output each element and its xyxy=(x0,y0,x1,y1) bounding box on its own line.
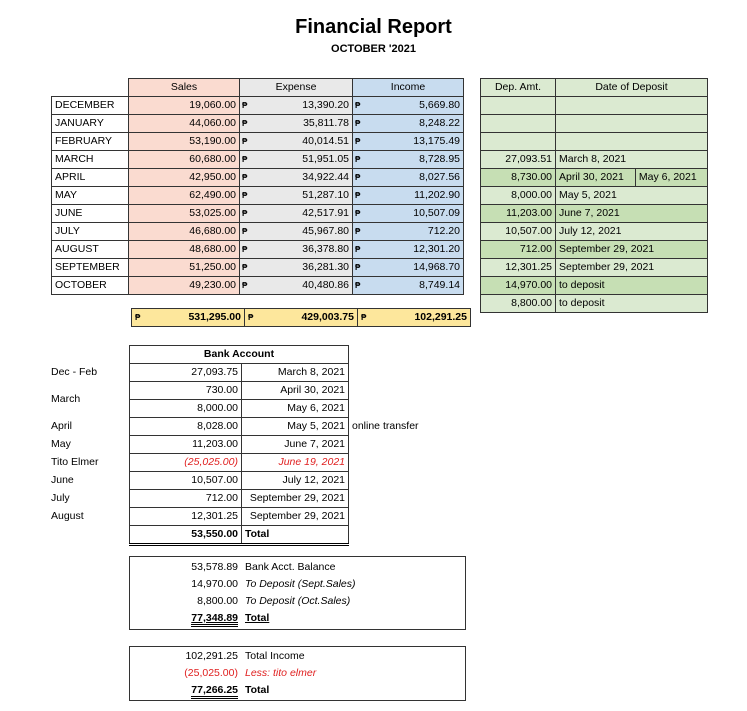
peso-icon: ₱ xyxy=(353,187,365,205)
peso-icon: ₱ xyxy=(240,133,252,151)
deposit-amount: 8,800.00 xyxy=(481,295,556,313)
deposit-date-header: Date of Deposit xyxy=(556,79,708,97)
monthly-table-row xyxy=(52,277,464,295)
bank-account-table xyxy=(51,345,422,546)
month-label: JULY xyxy=(52,223,129,241)
expense-value: 42,517.91 xyxy=(252,205,353,223)
sales-value: 44,060.00 xyxy=(129,115,240,133)
bank-row xyxy=(51,418,422,436)
deposit-row xyxy=(481,295,708,313)
balance-summary-total-amount: 77,348.89 xyxy=(191,612,238,627)
monthly-table-row xyxy=(52,241,464,259)
peso-icon: ₱ xyxy=(240,169,252,187)
deposit-row xyxy=(481,205,708,223)
income-value: 14,968.70 xyxy=(364,259,463,277)
month-label: APRIL xyxy=(52,169,129,187)
deposit-row xyxy=(481,223,708,241)
income-summary-amount: (25,025.00) xyxy=(184,667,238,679)
deposit-amount: 27,093.51 xyxy=(481,151,556,169)
deposit-table-header xyxy=(481,79,708,97)
peso-icon: ₱ xyxy=(353,223,365,241)
bank-row-date: May 5, 2021 xyxy=(242,418,349,436)
report-title: Financial Report xyxy=(295,16,452,38)
balance-summary-text: To Deposit (Sept.Sales) xyxy=(245,578,356,590)
deposit-date: to deposit xyxy=(556,277,708,295)
month-label: FEBRUARY xyxy=(52,133,129,151)
peso-icon: ₱ xyxy=(353,151,365,169)
expense-value: 51,287.10 xyxy=(252,187,353,205)
deposit-date: to deposit xyxy=(556,295,708,313)
bank-row-label: June xyxy=(51,474,74,486)
peso-icon: ₱ xyxy=(240,115,252,133)
expense-value: 13,390.20 xyxy=(252,97,353,115)
peso-icon: ₱ xyxy=(353,133,365,151)
bank-row-label: April xyxy=(51,420,73,432)
bank-row-amount: 8,028.00 xyxy=(130,418,242,436)
month-label: JUNE xyxy=(52,205,129,223)
bank-account-header: Bank Account xyxy=(130,346,349,364)
bank-total-amount: 53,550.00 xyxy=(130,526,242,545)
deposit-row xyxy=(481,169,708,187)
balance-summary-box xyxy=(129,556,466,630)
peso-icon: ₱ xyxy=(240,223,252,241)
peso-icon: ₱ xyxy=(245,309,262,327)
bank-row-label: May xyxy=(51,438,71,450)
peso-icon: ₱ xyxy=(353,241,365,259)
deposit-date: September 29, 2021 xyxy=(556,241,708,259)
sales-value: 19,060.00 xyxy=(129,97,240,115)
bank-row xyxy=(51,364,422,382)
deposit-amount: 8,000.00 xyxy=(481,187,556,205)
bank-row xyxy=(51,382,422,400)
income-value: 13,175.49 xyxy=(364,133,463,151)
expense-header: Expense xyxy=(240,79,353,97)
expense-value: 34,922.44 xyxy=(252,169,353,187)
peso-icon: ₱ xyxy=(240,151,252,169)
bank-row-label: July xyxy=(51,492,70,504)
bank-total-label: Total xyxy=(242,526,349,545)
income-value: 5,669.80 xyxy=(364,97,463,115)
month-label: OCTOBER xyxy=(52,277,129,295)
peso-icon: ₱ xyxy=(240,259,252,277)
bank-row-label: August xyxy=(51,510,84,522)
balance-summary-amount: 8,800.00 xyxy=(197,595,238,607)
peso-icon: ₱ xyxy=(353,277,365,295)
deposit-amount: 10,507.00 xyxy=(481,223,556,241)
income-value: 12,301.20 xyxy=(364,241,463,259)
totals-row xyxy=(131,308,471,327)
monthly-table-row xyxy=(52,259,464,277)
total-sales: 531,295.00 xyxy=(148,309,245,327)
month-label: MARCH xyxy=(52,151,129,169)
monthly-table-row xyxy=(52,97,464,115)
total-income: 102,291.25 xyxy=(374,309,471,327)
bank-row-amount: (25,025.00) xyxy=(130,454,242,472)
balance-summary-text: To Deposit (Oct.Sales) xyxy=(245,595,351,607)
peso-icon: ₱ xyxy=(240,205,252,223)
balance-summary-text: Bank Acct. Balance xyxy=(245,561,336,573)
expense-value: 36,281.30 xyxy=(252,259,353,277)
balance-summary-row xyxy=(130,576,359,593)
bank-row-amount: 27,093.75 xyxy=(130,364,242,382)
deposit-row xyxy=(481,259,708,277)
income-value: 11,202.90 xyxy=(364,187,463,205)
monthly-table-row xyxy=(52,169,464,187)
deposit-row xyxy=(481,187,708,205)
income-header: Income xyxy=(353,79,464,97)
deposit-amount: 12,301.25 xyxy=(481,259,556,277)
deposit-date: April 30, 2021 xyxy=(556,169,636,187)
sales-value: 49,230.00 xyxy=(129,277,240,295)
peso-icon: ₱ xyxy=(353,169,365,187)
income-summary-text: Total Income xyxy=(245,650,305,662)
deposit-table xyxy=(480,78,708,313)
expense-value: 36,378.80 xyxy=(252,241,353,259)
deposit-amount: 8,730.00 xyxy=(481,169,556,187)
bank-row-label: March xyxy=(51,393,81,405)
balance-summary-amount: 53,578.89 xyxy=(191,561,238,573)
expense-value: 51,951.05 xyxy=(252,151,353,169)
expense-value: 45,967.80 xyxy=(252,223,353,241)
sales-value: 42,950.00 xyxy=(129,169,240,187)
deposit-amount: 14,970.00 xyxy=(481,277,556,295)
deposit-row xyxy=(481,151,708,169)
bank-row-amount: 11,203.00 xyxy=(130,436,242,454)
balance-summary-row xyxy=(130,593,359,610)
bank-row-date: September 29, 2021 xyxy=(242,490,349,508)
monthly-table-row xyxy=(52,223,464,241)
bank-row-date: July 12, 2021 xyxy=(242,472,349,490)
monthly-table-header xyxy=(52,79,464,97)
bank-row-label: Dec - Feb xyxy=(51,366,98,378)
bank-row-date: September 29, 2021 xyxy=(242,508,349,526)
deposit-row xyxy=(481,241,708,259)
month-label: SEPTEMBER xyxy=(52,259,129,277)
deposit-amount: 11,203.00 xyxy=(481,205,556,223)
bank-row-amount: 8,000.00 xyxy=(130,400,242,418)
bank-row-date: June 19, 2021 xyxy=(242,454,349,472)
deposit-date: May 5, 2021 xyxy=(556,187,708,205)
monthly-table xyxy=(51,78,464,295)
peso-icon: ₱ xyxy=(132,309,149,327)
peso-icon: ₱ xyxy=(240,241,252,259)
bank-row-date: April 30, 2021 xyxy=(242,382,349,400)
month-label: AUGUST xyxy=(52,241,129,259)
income-summary-total-amount: 77,266.25 xyxy=(191,684,238,699)
sales-value: 48,680.00 xyxy=(129,241,240,259)
deposit-date: September 29, 2021 xyxy=(556,259,708,277)
deposit-date: March 8, 2021 xyxy=(556,151,708,169)
bank-row xyxy=(51,490,422,508)
peso-icon: ₱ xyxy=(353,259,365,277)
bank-row xyxy=(51,472,422,490)
bank-row-label: Tito Elmer xyxy=(51,456,99,468)
income-value: 8,728.95 xyxy=(364,151,463,169)
income-value: 8,027.56 xyxy=(364,169,463,187)
deposit-date-secondary: May 6, 2021 xyxy=(635,169,707,187)
report-subtitle: OCTOBER '2021 xyxy=(331,43,416,55)
bank-row-amount: 10,507.00 xyxy=(130,472,242,490)
bank-row-date: June 7, 2021 xyxy=(242,436,349,454)
expense-value: 35,811.78 xyxy=(252,115,353,133)
monthly-table-row xyxy=(52,151,464,169)
expense-value: 40,480.86 xyxy=(252,277,353,295)
month-label: MAY xyxy=(52,187,129,205)
deposit-row xyxy=(481,277,708,295)
bank-row-date: May 6, 2021 xyxy=(242,400,349,418)
deposit-date: July 12, 2021 xyxy=(556,223,708,241)
bank-row xyxy=(51,508,422,526)
deposit-amount: 712.00 xyxy=(481,241,556,259)
bank-row-date: March 8, 2021 xyxy=(242,364,349,382)
sales-value: 60,680.00 xyxy=(129,151,240,169)
income-summary-box xyxy=(129,646,466,701)
income-value: 10,507.09 xyxy=(364,205,463,223)
monthly-table-row xyxy=(52,205,464,223)
bank-row-amount: 12,301.25 xyxy=(130,508,242,526)
balance-summary-total-label: Total xyxy=(245,612,270,624)
bank-row-amount: 712.00 xyxy=(130,490,242,508)
sales-value: 51,250.00 xyxy=(129,259,240,277)
income-summary-total-label: Total xyxy=(245,684,270,696)
income-value: 8,749.14 xyxy=(364,277,463,295)
sales-value: 46,680.00 xyxy=(129,223,240,241)
monthly-table-row xyxy=(52,115,464,133)
month-label: JANUARY xyxy=(52,115,129,133)
bank-row xyxy=(51,454,422,472)
balance-summary-row xyxy=(130,559,359,576)
total-expense: 429,003.75 xyxy=(261,309,358,327)
income-summary-amount: 102,291.25 xyxy=(185,650,238,662)
monthly-table-row xyxy=(52,133,464,151)
income-summary-row xyxy=(130,648,319,665)
month-label: DECEMBER xyxy=(52,97,129,115)
income-summary-text: Less: tito elmer xyxy=(245,667,317,679)
peso-icon: ₱ xyxy=(353,97,365,115)
peso-icon: ₱ xyxy=(353,115,365,133)
deposit-amount-header: Dep. Amt. xyxy=(481,79,556,97)
peso-icon: ₱ xyxy=(240,97,252,115)
bank-row xyxy=(51,436,422,454)
monthly-table-row xyxy=(52,187,464,205)
sales-value: 53,190.00 xyxy=(129,133,240,151)
bank-row-note: online transfer xyxy=(352,420,419,432)
peso-icon: ₱ xyxy=(240,187,252,205)
income-value: 8,248.22 xyxy=(364,115,463,133)
sales-value: 62,490.00 xyxy=(129,187,240,205)
income-value: 712.20 xyxy=(364,223,463,241)
balance-summary-amount: 14,970.00 xyxy=(191,578,238,590)
expense-value: 40,014.51 xyxy=(252,133,353,151)
income-summary-row xyxy=(130,665,319,682)
sales-value: 53,025.00 xyxy=(129,205,240,223)
peso-icon: ₱ xyxy=(353,205,365,223)
sales-header: Sales xyxy=(129,79,240,97)
bank-row-amount: 730.00 xyxy=(130,382,242,400)
peso-icon: ₱ xyxy=(240,277,252,295)
peso-icon: ₱ xyxy=(358,309,375,327)
deposit-date: June 7, 2021 xyxy=(556,205,708,223)
